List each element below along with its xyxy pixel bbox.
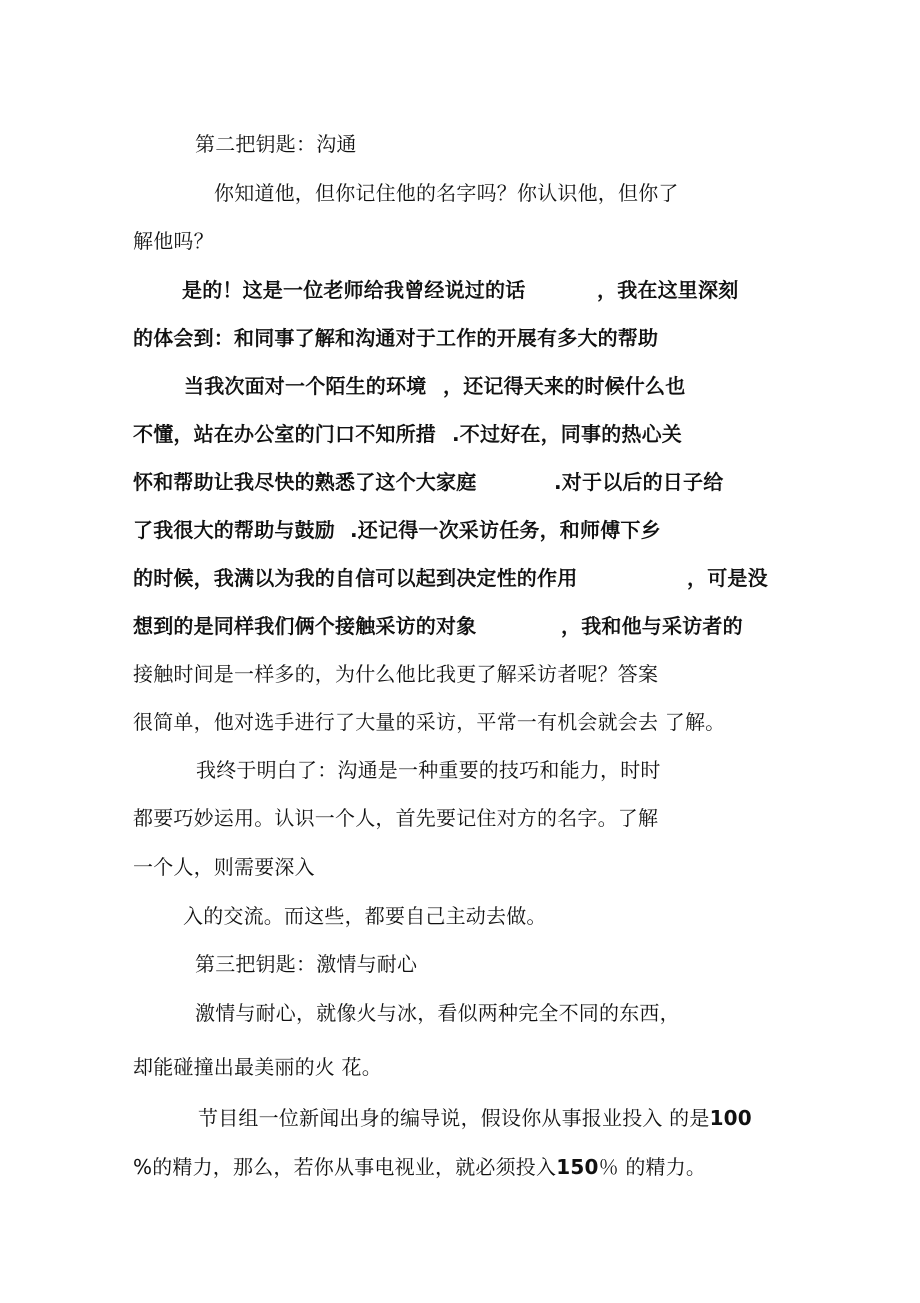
paragraph-line: 不懂，站在办公室的门口不知所措	[133, 422, 436, 446]
paragraph-line: 怀和帮助让我尽快的熟悉了这个大家庭	[133, 470, 477, 494]
paragraph-line: 激情与耐心，就像火与冰，看似两种完全不同的东西，	[195, 1001, 680, 1025]
paragraph-line: 是的！这是一位老师给我曾经说过的话	[182, 278, 526, 302]
bold-number: 150	[556, 1155, 599, 1179]
paragraph-line-fragment: ，可是没	[687, 566, 768, 590]
paragraph-line: 的时候，我满以为我的自信可以起到决定性的作用	[133, 566, 578, 590]
paragraph-line: 都要巧妙运用。认识一个人，首先要记住对方的名字。了解	[133, 806, 659, 830]
paragraph-line-fragment: ，还记得天来的时候什么也	[443, 374, 686, 398]
paragraph-line-fragment: ，我和他与采访者的	[561, 614, 743, 638]
section-heading-communication: 第二把钥匙：沟通	[195, 132, 357, 156]
paragraph-line: 却能碰撞出最美丽的火 花。	[133, 1055, 382, 1079]
paragraph-line-fragment: ，我在这里深刻	[597, 278, 739, 302]
paragraph-line: 的体会到：和同事了解和沟通对于工作的开展有多大的帮助	[133, 326, 659, 350]
paragraph-line	[133, 1155, 706, 1179]
paragraph-line: 当我次面对一个陌生的环境	[184, 374, 427, 398]
paragraph-text: ％ 的精力。	[598, 1155, 707, 1179]
paragraph-line: 了我很大的帮助与鼓励	[133, 518, 335, 542]
paragraph-line: 我终于明白了：沟通是一种重要的技巧和能力，时时	[196, 758, 661, 782]
paragraph-line-fragment: .对于以后的日子给	[554, 470, 724, 494]
paragraph-line: 很简单，他对选手进行了大量的采访，平常一有机会就会去 了解。	[133, 710, 726, 734]
paragraph-text: 节目组一位新闻出身的编导说，假设你从事报业投入 的是	[198, 1106, 710, 1130]
paragraph-line: 一个人，则需要深入	[133, 855, 315, 879]
bold-number: 100	[709, 1106, 752, 1130]
paragraph-line: 你知道他，但你记住他的名字吗？你认识他，但你了	[214, 181, 679, 205]
section-heading-passion-patience: 第三把钥匙：激情与耐心	[195, 952, 418, 976]
paragraph-line: 接触时间是一样多的，为什么他比我更了解采访者呢？答案	[133, 662, 659, 686]
paragraph-line	[198, 1106, 752, 1130]
paragraph-line: 想到的是同样我们俩个接触采访的对象	[133, 614, 477, 638]
paragraph-line-fragment: .不过好在，同事的热心关	[452, 422, 682, 446]
paragraph-line-fragment: .还记得一次采访任务，和师傅下乡	[350, 518, 661, 542]
paragraph-line: 解他吗？	[133, 229, 214, 253]
paragraph-text: %的精力，那么，若你从事电视业，就必须投入	[133, 1155, 557, 1179]
paragraph-line: 入的交流。而这些，都要自己主动去做。	[183, 904, 547, 928]
